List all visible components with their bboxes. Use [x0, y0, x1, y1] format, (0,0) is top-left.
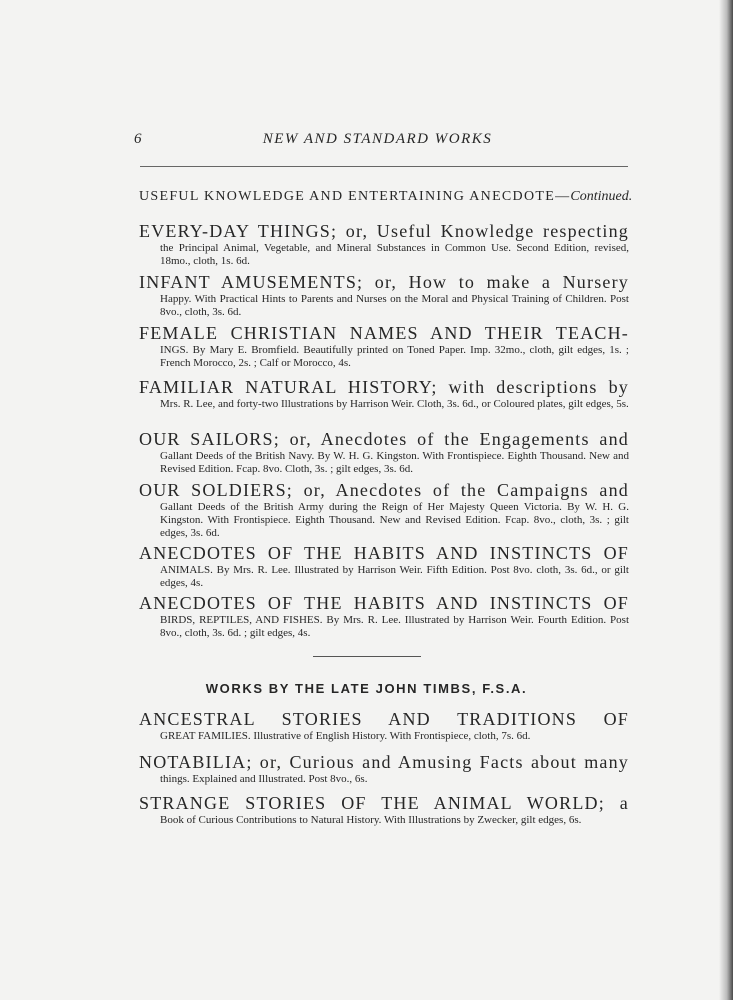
entry-description: Mrs. R. Lee, and forty-two Illustrations by Harrison Weir. Cloth, 3s. 6d., or Coloured plates, gilt edges, 5s.: [160, 398, 629, 410]
book-entry-infant-amusements: [139, 271, 629, 319]
section-heading-useful-knowledge: [139, 189, 633, 205]
entry-description: INGS. By Mary E. Bromfield. Beautifully printed on Toned Paper. Imp. 32mo., cloth, gilt edges, 1s. ; French Morocco, 2s. ; Calf or Morocco, 4s.: [160, 344, 629, 369]
page-number: 6: [134, 131, 142, 147]
entry-title: FEMALE CHRISTIAN NAMES AND THEIR TEACH-: [139, 323, 629, 343]
entry-title: STRANGE STORIES OF THE ANIMAL WORLD; a: [139, 793, 629, 813]
book-entry-ancestral-stories: [139, 708, 629, 743]
book-entry-strange-stories: [139, 792, 629, 827]
entry-description: things. Explained and Illustrated. Post 8vo., 6s.: [160, 773, 368, 785]
header-rule: [140, 166, 628, 167]
entry-title: ANECDOTES OF THE HABITS AND INSTINCTS OF: [139, 593, 629, 613]
entry-title: FAMILIAR NATURAL HISTORY; with descriptions by: [139, 377, 629, 397]
section-divider: [313, 656, 421, 657]
entry-description: ANIMALS. By Mrs. R. Lee. Illustrated by Harrison Weir. Fifth Edition. Post 8vo. cloth, 3s. 6d., or gilt edges, 4s.: [160, 564, 629, 589]
entry-description: Gallant Deeds of the British Army during the Reign of Her Majesty Queen Victoria. By W. H. G. Kingston. With Frontispiece. Eighth Thousand. New and Revised Edition. Fcap. 8vo., cloth, 3s. ; gilt edges, 3s. 6d.: [160, 501, 629, 539]
section-heading-john-timbs: WORKS BY THE LATE JOHN TIMBS, F.S.A.: [205, 681, 528, 696]
book-entry-notabilia: [139, 751, 629, 786]
running-title: NEW AND STANDARD WORKS: [262, 131, 493, 147]
book-entry-every-day-things: [139, 220, 629, 268]
entry-description: Gallant Deeds of the British Navy. By W. H. G. Kingston. With Frontispiece. Eighth Thousand. New and Revised Edition. Fcap. 8vo. Cloth, 3s. ; gilt edges, 3s. 6d.: [160, 450, 629, 475]
section-heading-continued: Continued.: [570, 189, 633, 204]
book-entry-female-christian-names: [139, 322, 629, 370]
entry-title: OUR SOLDIERS; or, Anecdotes of the Campaigns and: [139, 480, 629, 500]
book-entry-familiar-natural-history: [139, 376, 629, 411]
book-entry-our-soldiers: [139, 479, 629, 540]
book-entry-our-sailors: [139, 428, 629, 476]
entry-title: EVERY-DAY THINGS; or, Useful Knowledge respecting: [139, 221, 629, 241]
entry-description: BIRDS, REPTILES, AND FISHES. By Mrs. R. Lee. Illustrated by Harrison Weir. Fourth Edition. Post 8vo., cloth, 3s. 6d. ; gilt edges, 4s.: [160, 614, 629, 639]
entry-title: NOTABILIA; or, Curious and Amusing Facts about many: [139, 752, 629, 772]
book-entry-anecdotes-birds: [139, 592, 629, 640]
entry-title: ANECDOTES OF THE HABITS AND INSTINCTS OF: [139, 543, 629, 563]
entry-description: GREAT FAMILIES. Illustrative of English History. With Frontispiece, cloth, 7s. 6d.: [160, 730, 531, 742]
book-entry-anecdotes-animals: [139, 542, 629, 590]
entry-title: INFANT AMUSEMENTS; or, How to make a Nursery: [139, 272, 629, 292]
entry-description: the Principal Animal, Vegetable, and Mineral Substances in Common Use. Second Edition, revised, 18mo., cloth, 1s. 6d.: [160, 242, 629, 267]
entry-title: ANCESTRAL STORIES AND TRADITIONS OF: [139, 709, 629, 729]
entry-title: OUR SAILORS; or, Anecdotes of the Engagements and: [139, 429, 629, 449]
entry-description: Book of Curious Contributions to Natural History. With Illustrations by Zwecker, gilt edges, 6s.: [160, 814, 582, 826]
page-header: [0, 131, 733, 153]
section-heading-text: USEFUL KNOWLEDGE AND ENTERTAINING ANECDOTE—: [139, 189, 571, 204]
entry-description: Happy. With Practical Hints to Parents and Nurses on the Moral and Physical Training of Children. Post 8vo., cloth, 3s. 6d.: [160, 293, 629, 318]
